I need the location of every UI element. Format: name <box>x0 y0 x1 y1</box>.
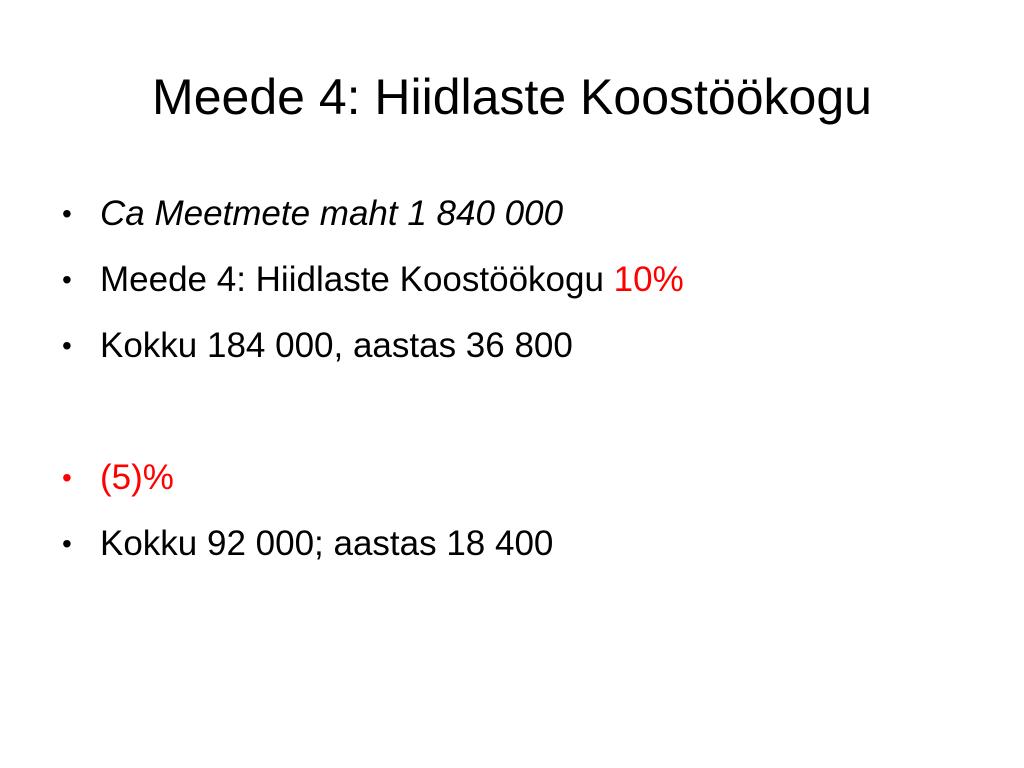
bullet-spacer <box>60 385 960 451</box>
bullet-dot-icon: • <box>62 330 72 361</box>
bullet-text: Meede 4: Hiidlaste Koostöökogu <box>100 260 614 299</box>
bullet-item-1 <box>60 187 960 253</box>
slide-title: Meede 4: Hiidlaste Koostöökogu <box>152 69 872 125</box>
bullet-item-2 <box>60 253 960 319</box>
bullet-highlight: 10% <box>613 260 684 299</box>
bullet-dot-icon: • <box>62 528 72 559</box>
bullet-text: (5)% <box>100 458 174 497</box>
bullet-dot-icon: • <box>62 198 72 229</box>
bullet-dot-icon: • <box>62 264 72 295</box>
bullet-text: Kokku 92 000; aastas 18 400 <box>100 524 554 563</box>
bullet-list <box>60 187 960 583</box>
bullet-item-4 <box>60 451 960 517</box>
bullet-item-3 <box>60 319 960 385</box>
bullet-item-5 <box>60 517 960 583</box>
bullet-dot-icon: • <box>62 462 72 493</box>
bullet-text: Kokku 184 000, aastas 36 800 <box>100 326 573 365</box>
bullet-text: Ca Meetmete maht 1 840 000 <box>100 194 564 233</box>
